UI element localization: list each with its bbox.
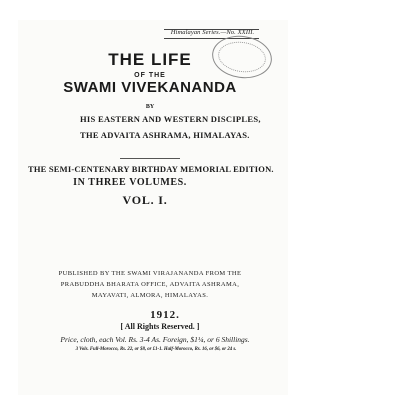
publication-year: 1912. — [150, 309, 180, 321]
publisher-line-2: PRABUDDHA BHARATA OFFICE, ADVAITA ASHRAMA, — [60, 281, 240, 288]
by-label: BY — [145, 104, 155, 110]
book-title: THE LIFE — [108, 50, 192, 69]
volume-number: VOL. I. — [122, 193, 168, 207]
book-subject: SWAMI VIVEKANANDA — [63, 79, 237, 96]
authors-line-1: HIS EASTERN AND WESTERN DISCIPLES, — [80, 114, 261, 124]
authors-line-2: THE ADVAITA ASHRAMA, HIMALAYAS. — [80, 130, 250, 140]
volumes-count: IN THREE VOLUMES. — [73, 177, 187, 188]
price-detail-line: 3 Vols. Full-Morocco, Rs. 22, or $8, or £1-1. Half-Morocco, Rs. 16, or $6, or 24 s. — [75, 347, 237, 352]
publisher-line-3: MAYAVATI, ALMORA, HIMALAYAS. — [91, 292, 209, 299]
publisher-line-1: PUBLISHED BY THE SWAMI VIRAJANANDA FROM THE — [58, 270, 242, 277]
series-label: Himalayan Series.—No. XXIII. — [170, 29, 255, 36]
edition-title: THE SEMI-CENTENARY BIRTHDAY MEMORIAL EDITION. — [28, 164, 274, 174]
price-line: Price, cloth, each Vol. Rs. 3-4 As. Foreign, $1¼, or 6 Shillings. — [60, 335, 250, 344]
rights-notice: [ All Rights Reserved. ] — [120, 322, 200, 331]
divider-rule — [120, 158, 180, 159]
book-title-connector: OF THE — [134, 72, 166, 79]
